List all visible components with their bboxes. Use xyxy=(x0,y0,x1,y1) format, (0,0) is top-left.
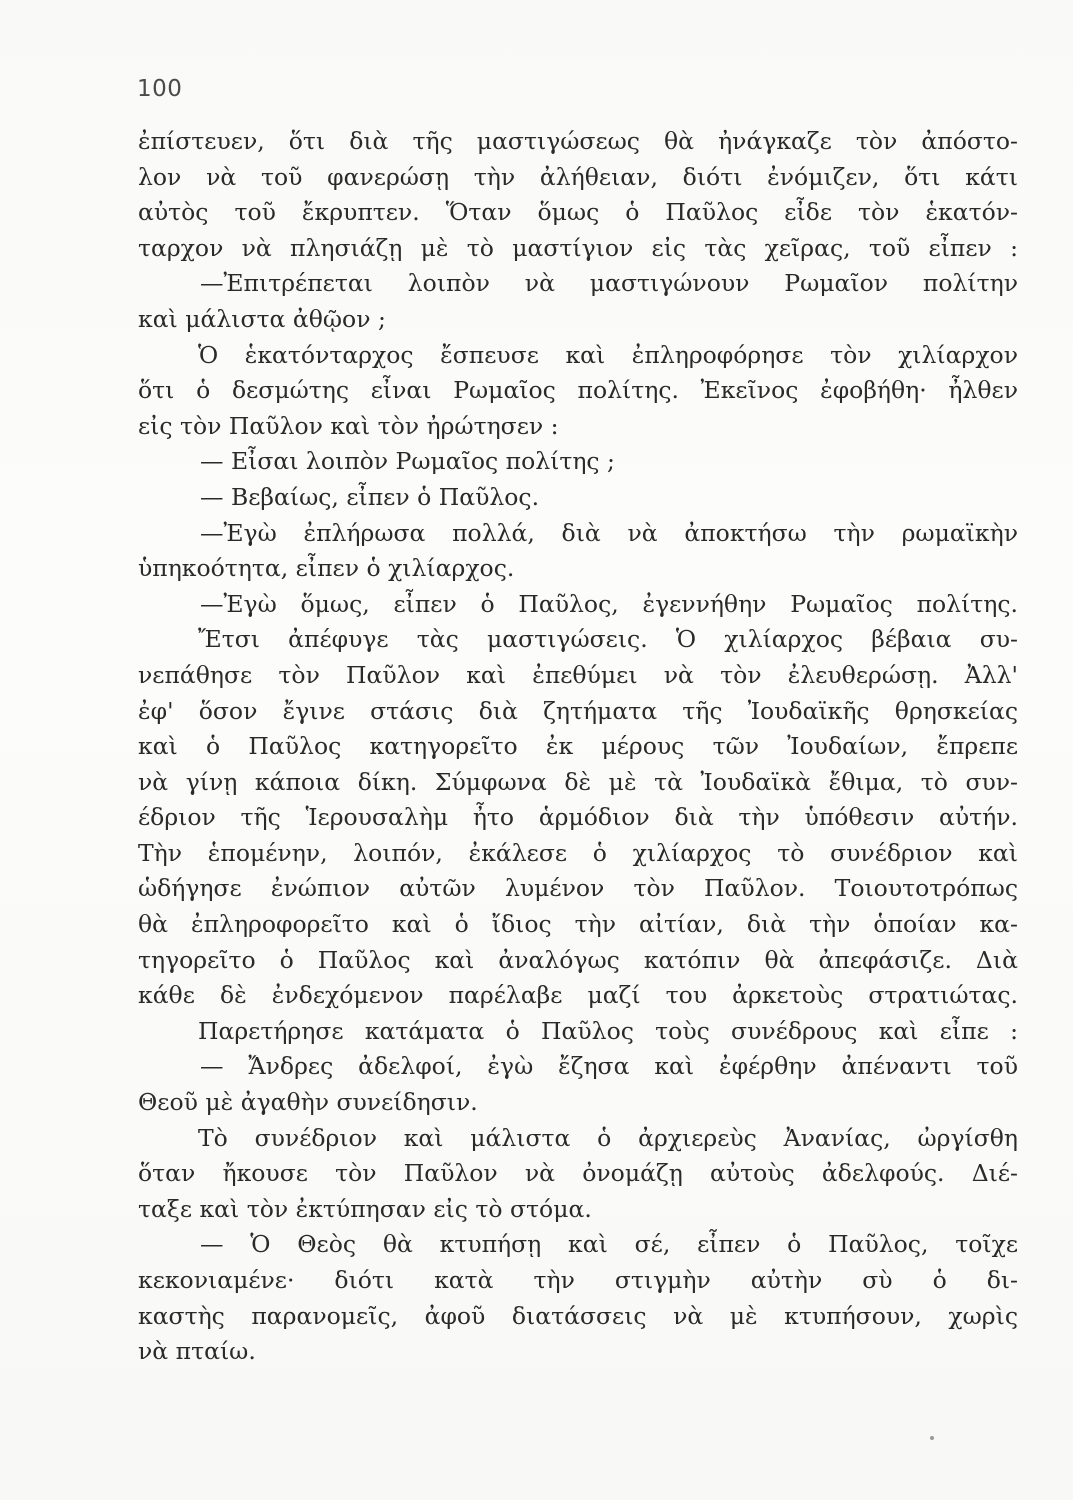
text-line: λον νὰ τοῦ φανερώσῃ τὴν ἀλήθειαν, διότι ἐνόμιζεν, ὅτι κάτι xyxy=(138,162,1018,191)
text-body xyxy=(138,124,1018,1370)
text-line: κεκονιαμένε· διότι κατὰ τὴν στιγμὴν αὐτὴν σὺ ὁ δι- xyxy=(138,1266,1018,1294)
text-line: Ὁ ἑκατόνταρχος ἔσπευσε καὶ ἐπληροφόρησε τὸν χιλίαρχον xyxy=(198,340,1018,369)
text-line: εἰς τὸν Παῦλον καὶ τὸν ἠρώτησεν : xyxy=(138,411,559,440)
text-line: Τὸ συνέδριον καὶ μάλιστα ὁ ἀρχιερεὺς Ἀνανίας, ὠργίσθη xyxy=(198,1123,1018,1152)
text-line: — Εἶσαι λοιπὸν Ρωμαῖος πολίτης ; xyxy=(200,447,615,476)
text-line: —Ἐπιτρέπεται λοιπὸν νὰ μαστιγώνουν Ρωμαῖον πολίτην xyxy=(200,269,1018,298)
text-line: θὰ ἐπληροφορεῖτο καὶ ὁ ἴδιος τὴν αἰτίαν, διὰ τὴν ὁποίαν κα- xyxy=(138,910,1018,939)
text-line: —Ἐγὼ ἐπλήρωσα πολλά, διὰ νὰ ἀποκτήσω τὴν ρωμαϊκὴν xyxy=(200,518,1018,547)
page-number: 100 xyxy=(137,76,183,102)
text-line: νὰ γίνῃ κάποια δίκη. Σύμφωνα δὲ μὲ τὰ Ἰουδαϊκὰ ἔθιμα, τὸ συν- xyxy=(138,767,1018,796)
text-line: νεπάθησε τὸν Παῦλον καὶ ἐπεθύμει νὰ τὸν ἐλευθερώσῃ. Ἀλλ' xyxy=(138,660,1018,689)
text-line: ἐπίστευεν, ὅτι διὰ τῆς μαστιγώσεως θὰ ἠνάγκαζε τὸν ἀπόστο- xyxy=(138,127,1018,155)
text-line: καστὴς παρανομεῖς, ἀφοῦ διατάσσεις νὰ μὲ κτυπήσουν, χωρὶς xyxy=(138,1301,1018,1330)
text-line: ἐφ' ὅσον ἔγινε στάσις διὰ ζητήματα τῆς Ἰουδαϊκῆς θρησκείας xyxy=(138,696,1018,725)
text-line: ὡδήγησε ἐνώπιον αὐτῶν λυμένον τὸν Παῦλον. Τοιουτοτρόπως xyxy=(138,874,1018,903)
text-line: ὅταν ἤκουσε τὸν Παῦλον νὰ ὀνομάζῃ αὐτοὺς ἀδελφούς. Διέ- xyxy=(138,1159,1018,1188)
text-line: ταξε καὶ τὸν ἐκτύπησαν εἰς τὸ στόμα. xyxy=(138,1194,592,1223)
text-line: έδριον τῆς Ἱερουσαλὴμ ἦτο ἁρμόδιον διὰ τὴν ὑπόθεσιν αὐτήν. xyxy=(138,803,1018,832)
text-line: Θεοῦ μὲ ἀγαθὴν συνείδησιν. xyxy=(138,1088,478,1117)
text-line: καὶ μάλιστα ἀθῷον ; xyxy=(138,304,386,333)
text-line: ταρχον νὰ πλησιάζῃ μὲ τὸ μαστίγιον εἰς τὰς χεῖρας, τοῦ εἶπεν : xyxy=(138,233,1018,262)
text-line: Ἔτσι ἀπέφυγε τὰς μαστιγώσεις. Ὁ χιλίαρχος βέβαια συ- xyxy=(198,625,1018,654)
text-line: καὶ ὁ Παῦλος κατηγορεῖτο ἐκ μέρους τῶν Ἰουδαίων, ἔπρεπε xyxy=(138,732,1018,761)
paper-speck xyxy=(930,1436,934,1440)
text-line: ὑπηκοότητα, εἶπεν ὁ χιλίαρχος. xyxy=(138,554,515,583)
text-line: —Ἐγὼ ὅμως, εἶπεν ὁ Παῦλος, ἐγεννήθην Ρωμαῖος πολίτης. xyxy=(200,589,1018,618)
text-line: — Ὁ Θεὸς θὰ κτυπήσῃ καὶ σέ, εἶπεν ὁ Παῦλος, τοῖχε xyxy=(200,1230,1018,1259)
text-line: κάθε δὲ ἐνδεχόμενον παρέλαβε μαζί του ἀρκετοὺς στρατιώτας. xyxy=(138,981,1018,1010)
text-line: τηγορεῖτο ὁ Παῦλος καὶ ἀναλόγως κατόπιν θὰ ἀπεφάσιζε. Διὰ xyxy=(138,945,1018,974)
text-line: ὅτι ὁ δεσμώτης εἶναι Ρωμαῖος πολίτης. Ἐκεῖνος ἐφοβήθη· ἦλθεν xyxy=(138,376,1018,405)
text-line: — Ἄνδρες ἀδελφοί, ἐγὼ ἔζησα καὶ ἐφέρθην ἀπέναντι τοῦ xyxy=(200,1052,1018,1081)
text-line: αὐτὸς τοῦ ἔκρυπτεν. Ὅταν ὅμως ὁ Παῦλος εἶδε τὸν ἑκατόν- xyxy=(138,198,1018,227)
text-line: Παρετήρησε κατάματα ὁ Παῦλος τοὺς συνέδρους καὶ εἶπε : xyxy=(198,1016,1018,1045)
text-line: νὰ πταίω. xyxy=(138,1337,256,1366)
text-line: Τὴν ἑπομένην, λοιπόν, ἐκάλεσε ὁ χιλίαρχος τὸ συνέδριον καὶ xyxy=(138,838,1018,867)
text-line: — Βεβαίως, εἶπεν ὁ Παῦλος. xyxy=(200,482,540,511)
